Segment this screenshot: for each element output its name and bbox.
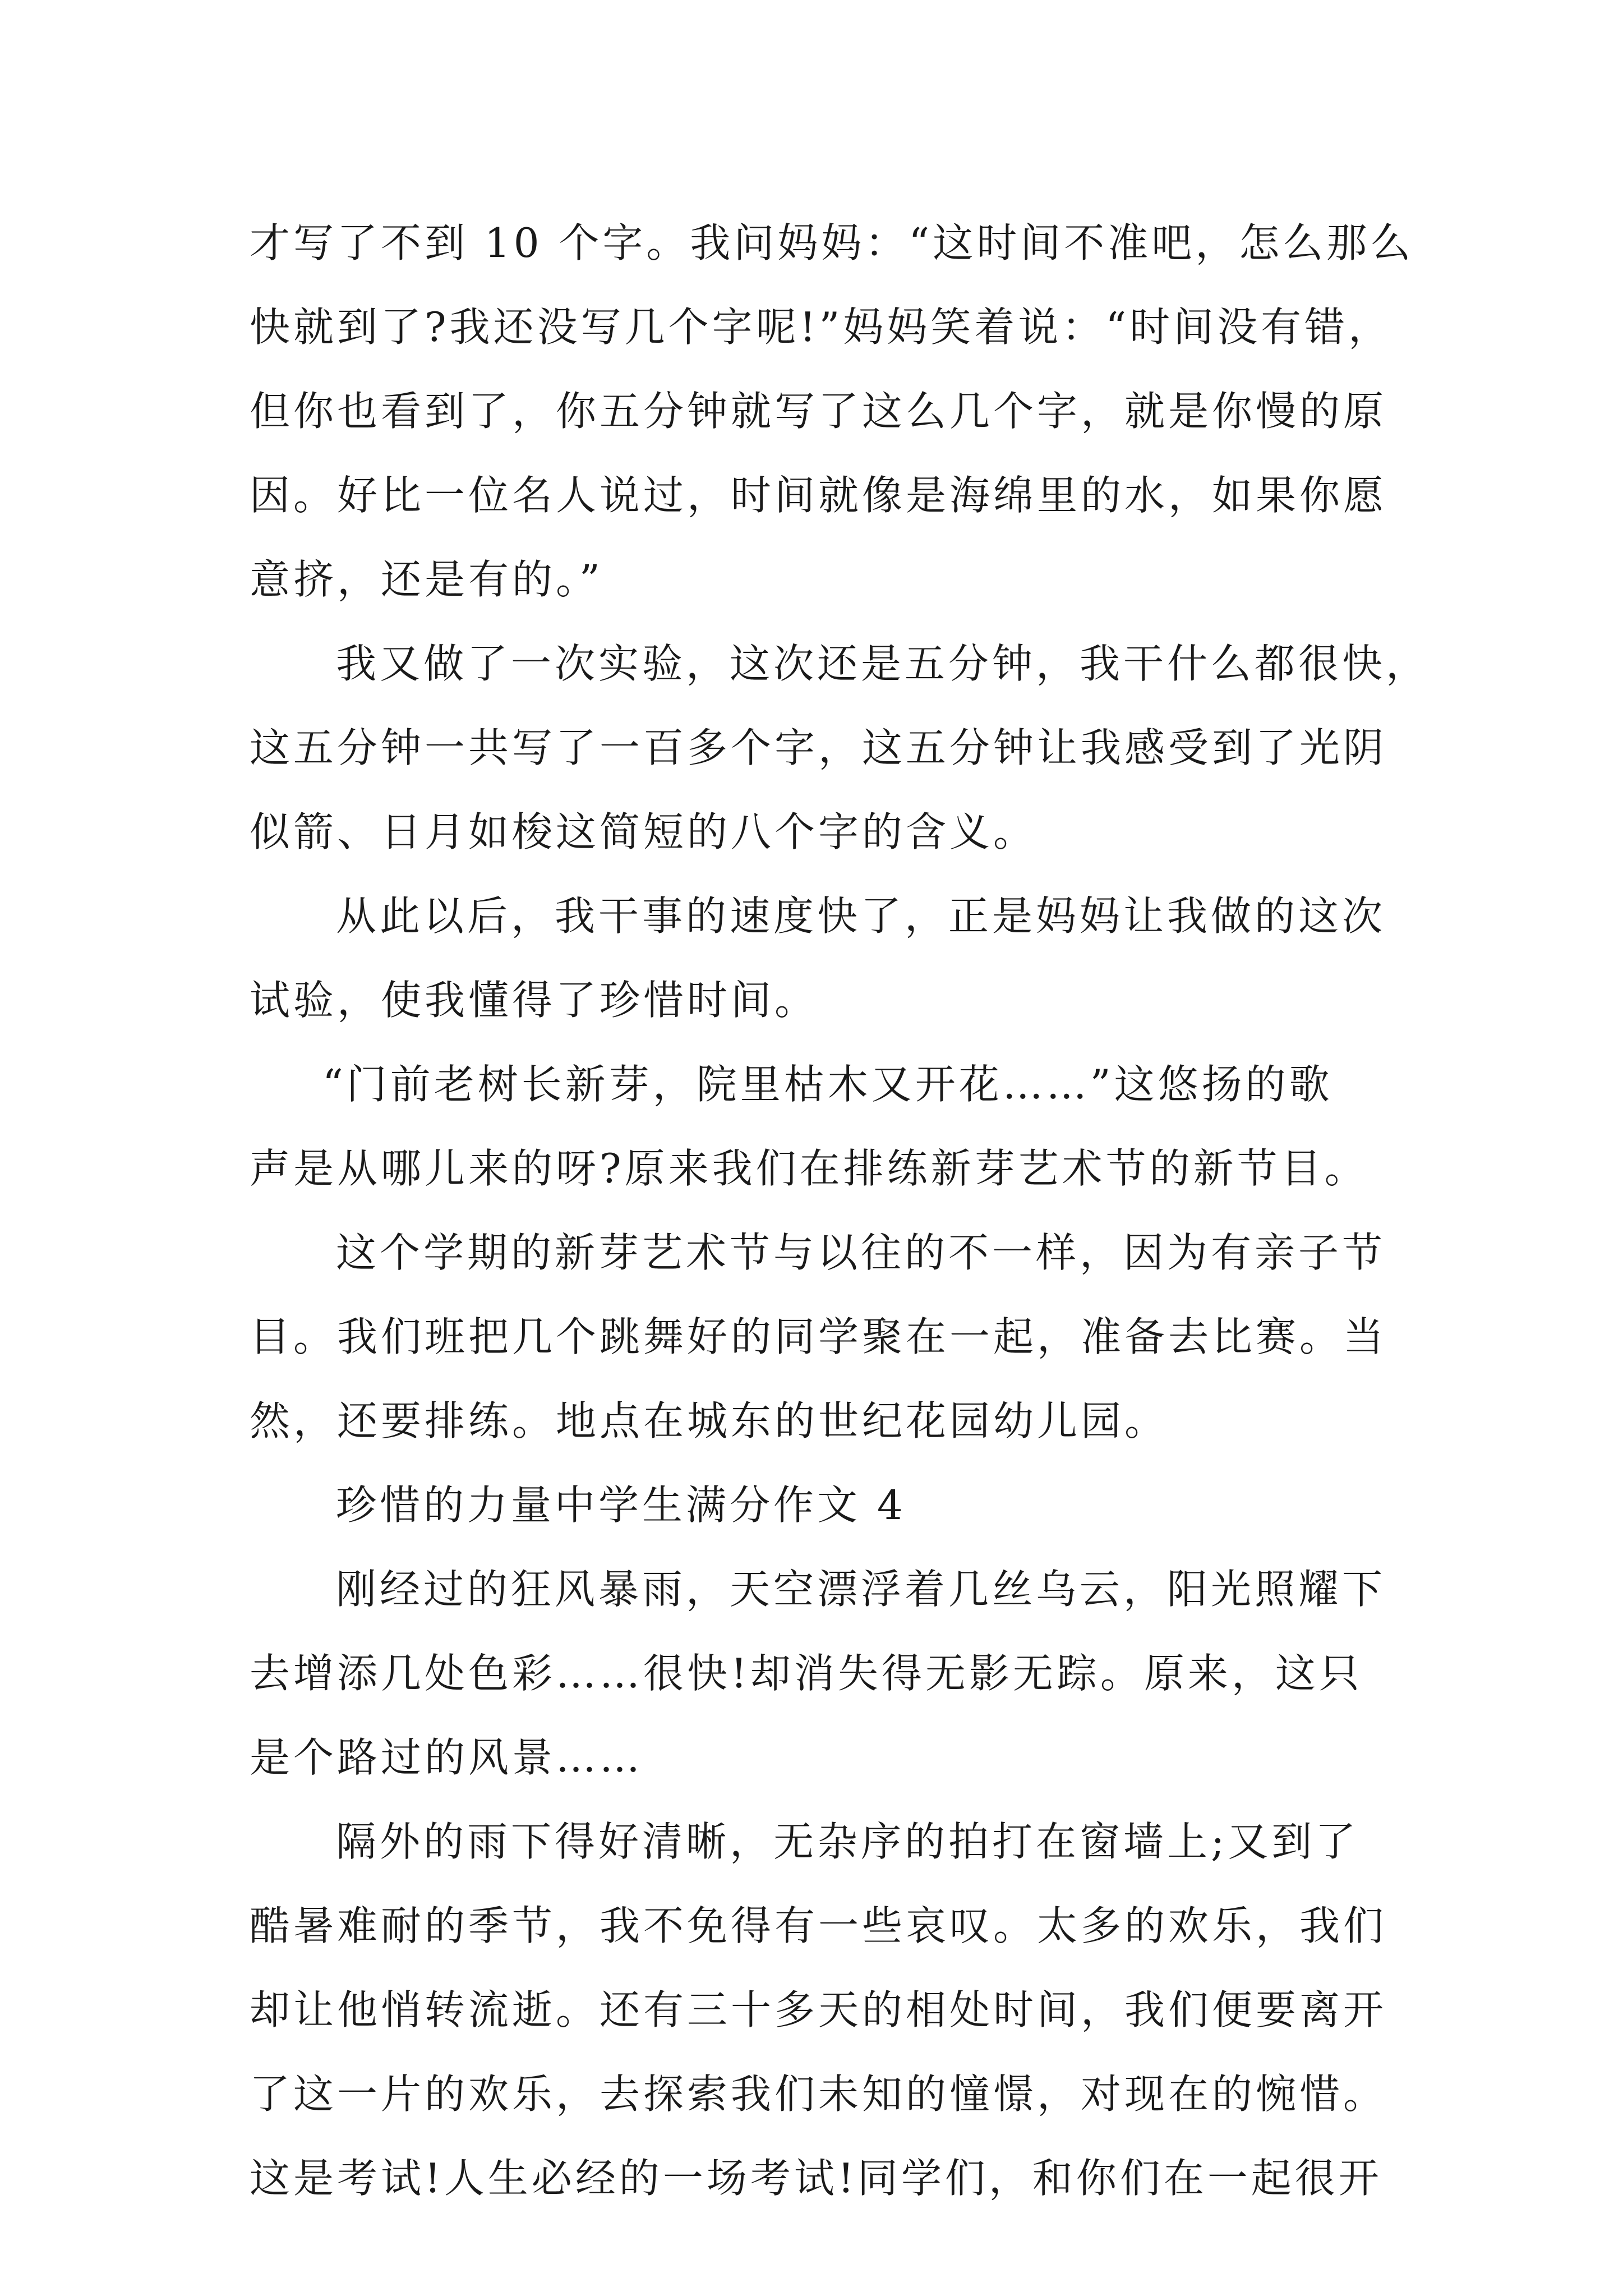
paragraph-start-line: 我又做了一次实验，这次还是五分钟，我干什么都很快， [336, 640, 1430, 687]
paragraph-start-line: 隔外的雨下得好清晰，无杂序的拍打在窗墙上;又到了 [336, 1818, 1359, 1865]
body-text [250, 201, 1438, 2220]
text-line: 去增添几处色彩……很快!却消失得无影无踪。原来，这只 [250, 1650, 1363, 1697]
text-line: 但你也看到了，你五分钟就写了这么几个字，就是你慢的原 [250, 388, 1387, 435]
paragraph-start-line: 这个学期的新芽艺术节与以往的不一样，因为有亲子节 [336, 1229, 1386, 1276]
text-line: 了这一片的欢乐，去探索我们未知的憧憬，对现在的惋惜。 [250, 2070, 1387, 2118]
paragraph-start-line: 从此以后，我干事的速度快了，正是妈妈让我做的这次 [336, 892, 1386, 940]
paragraph-start-line: 刚经过的狂风暴雨，天空漂浮着几丝乌云，阳光照耀下 [336, 1566, 1386, 1613]
section-heading: 珍惜的力量中学生满分作文 4 [336, 1481, 906, 1529]
text-line: 这是考试!人生必经的一场考试!同学们，和你们在一起很开 [250, 2155, 1382, 2202]
text-line: 快就到了?我还没写几个字呢!”妈妈笑着说：“时间没有错， [250, 303, 1393, 351]
text-line: 声是从哪儿来的呀?原来我们在排练新芽艺术节的新节目。 [250, 1145, 1368, 1192]
text-line: 目。我们班把几个跳舞好的同学聚在一起，准备去比赛。当 [250, 1313, 1387, 1360]
text-line: 似箭、日月如梭这简短的八个字的含义。 [250, 808, 1038, 855]
text-line: 这五分钟一共写了一百多个字，这五分钟让我感受到了光阴 [250, 724, 1387, 771]
text-line: 试验，使我懂得了珍惜时间。 [250, 977, 819, 1024]
text-line: 是个路过的风景…… [250, 1734, 644, 1781]
text-line: 酷暑难耐的季节，我不免得有一些哀叹。太多的欢乐，我们 [250, 1902, 1387, 1949]
text-line: 意挤，还是有的。” [250, 556, 603, 603]
text-line: 因。好比一位名人说过，时间就像是海绵里的水，如果你愿 [250, 472, 1387, 519]
paragraph-start-line: “门前老树长新芽，院里枯木又开花……”这悠扬的歌 [322, 1061, 1333, 1108]
text-line: 然，还要排练。地点在城东的世纪花园幼儿园。 [250, 1397, 1169, 1444]
text-line: 才写了不到 10 个字。我问妈妈：“这时间不准吧，怎么那么 [250, 219, 1414, 266]
text-line: 却让他悄转流逝。还有三十多天的相处时间，我们便要离开 [250, 1986, 1387, 2033]
